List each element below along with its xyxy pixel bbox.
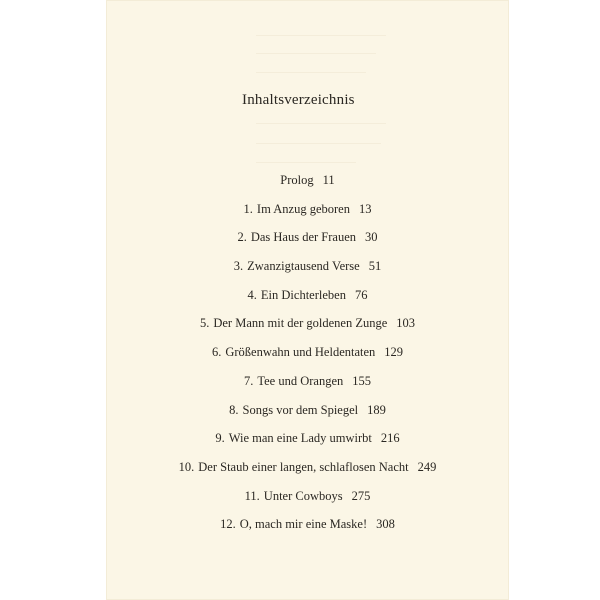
toc-entry-page-number: 155 <box>352 373 372 388</box>
toc-entry <box>106 287 509 316</box>
toc-entry-page-number: 189 <box>367 402 386 417</box>
toc-entry-title: Im Anzug geboren <box>256 201 350 216</box>
toc-entry-title: Unter Cowboys <box>263 488 343 503</box>
toc-entry <box>106 402 509 431</box>
toc-entry <box>106 488 509 517</box>
toc-entry-title: Wie man eine Lady umwirbt <box>228 431 372 446</box>
toc-entry-page-number: 30 <box>365 230 378 245</box>
toc-entry <box>106 258 509 287</box>
toc-entry-page-number: 11 <box>322 173 335 187</box>
toc-entry-title: Der Mann mit der goldenen Zunge <box>213 316 388 331</box>
toc-entry-page-number: 51 <box>368 259 382 274</box>
toc-entry-number: 10. <box>178 459 195 474</box>
toc-entry-number: 4. <box>247 287 257 302</box>
toc-entry <box>106 373 509 402</box>
toc-entry-number: 6. <box>211 345 222 360</box>
toc-entry-title: Zwanzigtausend Verse <box>247 259 360 274</box>
toc-entry-number: 5. <box>199 316 210 331</box>
table-of-contents <box>106 172 509 545</box>
toc-entry-page-number: 13 <box>358 201 372 216</box>
toc-entry-number: 1. <box>243 201 253 216</box>
toc-entry-number: 3. <box>233 259 244 274</box>
toc-entry-title: Ein Dichterleben <box>260 287 346 302</box>
toc-entry-page-number: 308 <box>376 517 395 532</box>
toc-entry-title: O, mach mir eine Maske! <box>239 517 368 532</box>
toc-entry-page-number: 129 <box>384 345 404 360</box>
toc-entry-page-number: 76 <box>354 287 368 302</box>
toc-entry-number: 8. <box>229 402 239 417</box>
toc-entry-number: 2. <box>237 230 247 245</box>
toc-entry <box>106 344 509 373</box>
toc-entry <box>106 315 509 344</box>
toc-entry-number: 9. <box>215 431 225 446</box>
toc-entry-number: 7. <box>243 373 254 388</box>
toc-entry-number: 12. <box>220 517 236 532</box>
toc-entry-title: Größenwahn und Heldentaten <box>225 345 376 360</box>
toc-entry-page-number: 275 <box>351 488 371 503</box>
toc-entry-title: Das Haus der Frauen <box>250 230 357 245</box>
toc-entry <box>106 516 509 545</box>
toc-entry-title: Songs vor dem Spiegel <box>242 402 359 417</box>
toc-entry <box>106 459 509 488</box>
toc-entry-title: Tee und Orangen <box>257 373 344 388</box>
toc-entry-number: 11. <box>244 488 260 503</box>
toc-entry <box>106 201 509 230</box>
toc-entry <box>106 229 509 258</box>
page-title: Inhaltsverzeichnis <box>242 92 355 108</box>
book-page <box>106 0 509 600</box>
toc-entry-page-number: 249 <box>417 459 437 474</box>
toc-entry-title: Prolog <box>280 173 314 187</box>
toc-entry-title: Der Staub einer langen, schlaflosen Nacht <box>198 459 409 474</box>
toc-entry-page-number: 103 <box>396 316 416 331</box>
toc-entry-page-number: 216 <box>380 431 400 446</box>
toc-entry <box>106 430 509 459</box>
toc-entry <box>106 172 509 201</box>
